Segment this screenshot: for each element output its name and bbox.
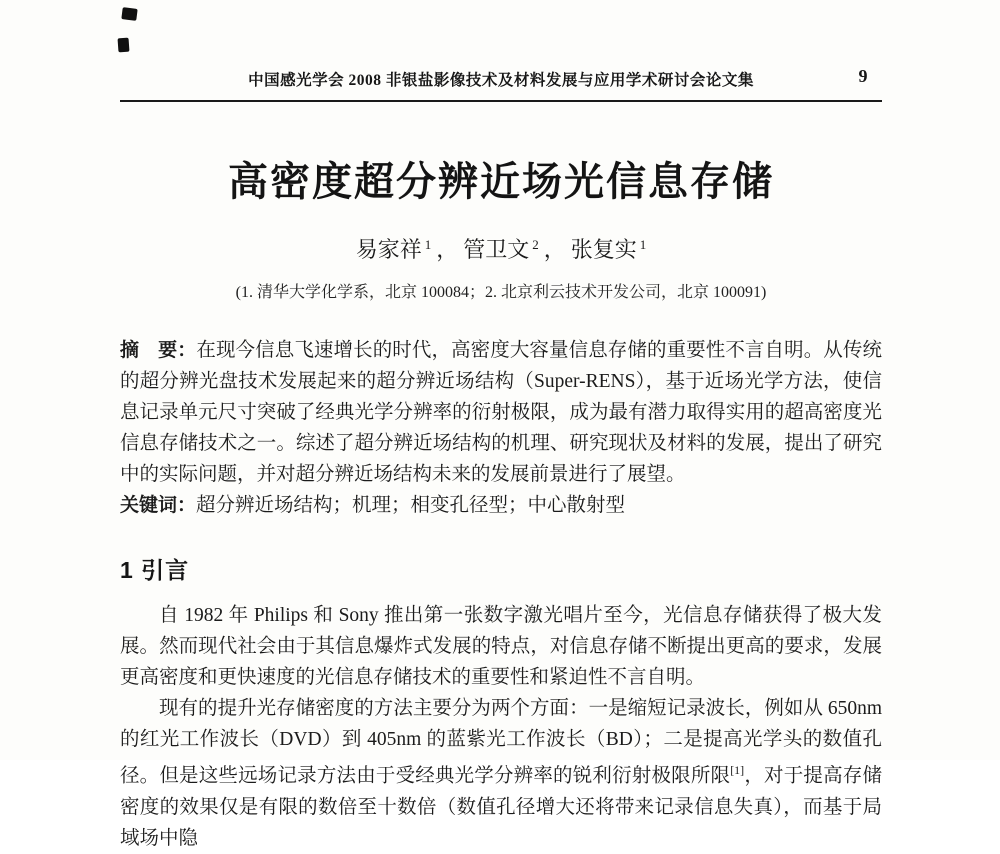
affiliation-line: (1. 清华大学化学系，北京 100084；2. 北京利云技术开发公司，北京 100091) <box>235 284 767 301</box>
author-affiliation-mark: 2 <box>532 236 539 252</box>
keywords-label: 关键词： <box>120 495 197 516</box>
author <box>571 237 647 262</box>
page-number: 9 <box>858 66 868 86</box>
abstract-label: 摘 要： <box>120 340 197 361</box>
author <box>356 237 464 262</box>
abstract-text: 在现今信息飞速增长的时代，高密度大容量信息存储的重要性不言自明。从传统的超分辨光盘技术发展起来的超分辨近场结构（Super-RENS），基于近场光学方法，使信息记录单元尺寸突破了经典光学分辨率的衍射极限，成为最有潜力取得实用的超高密度光信息存储技术之一。综述了超分辨近场结构的机理、研究现状及材料的发展，提出了研究中的实际问题，并对超分辨近场结构未来的发展前景进行了展望。 <box>120 340 882 485</box>
paragraph-2-text: ，对于提高存储密度的效果仅是有限的数倍至十数倍（数值孔径增大还将带来记录信息失真），而基于局域场中隐 <box>120 765 882 849</box>
paragraph-1: 自 1982 年 Philips 和 Sony 推出第一张数字激光唱片至今，光信息存储获得了极大发展。然而现代社会由于其信息爆炸式发展的特点，对信息存储不断提出更高的要求，发展更高密度和更快速度的光信息存储技术的重要性和紧迫性不言自明。 <box>120 605 882 688</box>
keywords <box>120 490 882 521</box>
author-name: 张复实 <box>570 237 637 262</box>
scan-artifact <box>118 38 130 53</box>
page-content <box>120 68 882 854</box>
author-name: 管卫文 <box>463 237 530 262</box>
author-affiliation-mark: 1 <box>639 236 647 252</box>
author-affiliation-mark: 1 <box>424 236 432 252</box>
citation-marker: [1] <box>730 763 745 777</box>
page-header <box>120 68 882 102</box>
paper-title: 高密度超分辨近场光信息存储 <box>228 159 774 204</box>
proceedings-title: 中国感光学会 2008 非银盐影像技术及材料发展与应用学术研讨会论文集 <box>248 72 754 89</box>
paragraph-2 <box>120 693 882 854</box>
abstract <box>120 335 882 490</box>
scan-artifact <box>121 7 137 21</box>
author-separator: ， <box>543 237 566 262</box>
author <box>463 237 571 262</box>
paragraph-2-text: 现有的提升光存储密度的方法主要分为两个方面：一是缩短记录波长，例如从 650nm 的红光工作波长（DVD）到 405nm 的蓝紫光工作波长（BD）；二是提高光学头的数值孔径。但是这些远场记录方法由于受经典光学分辨率的锐利衍射极限所限 <box>120 698 882 787</box>
section-heading-introduction: 1 引言 <box>120 557 190 583</box>
author-name: 易家祥 <box>355 237 422 262</box>
keywords-text: 超分辨近场结构；机理；相变孔径型；中心散射型 <box>196 495 626 516</box>
authors-line <box>120 233 882 264</box>
author-separator: ， <box>436 237 459 262</box>
